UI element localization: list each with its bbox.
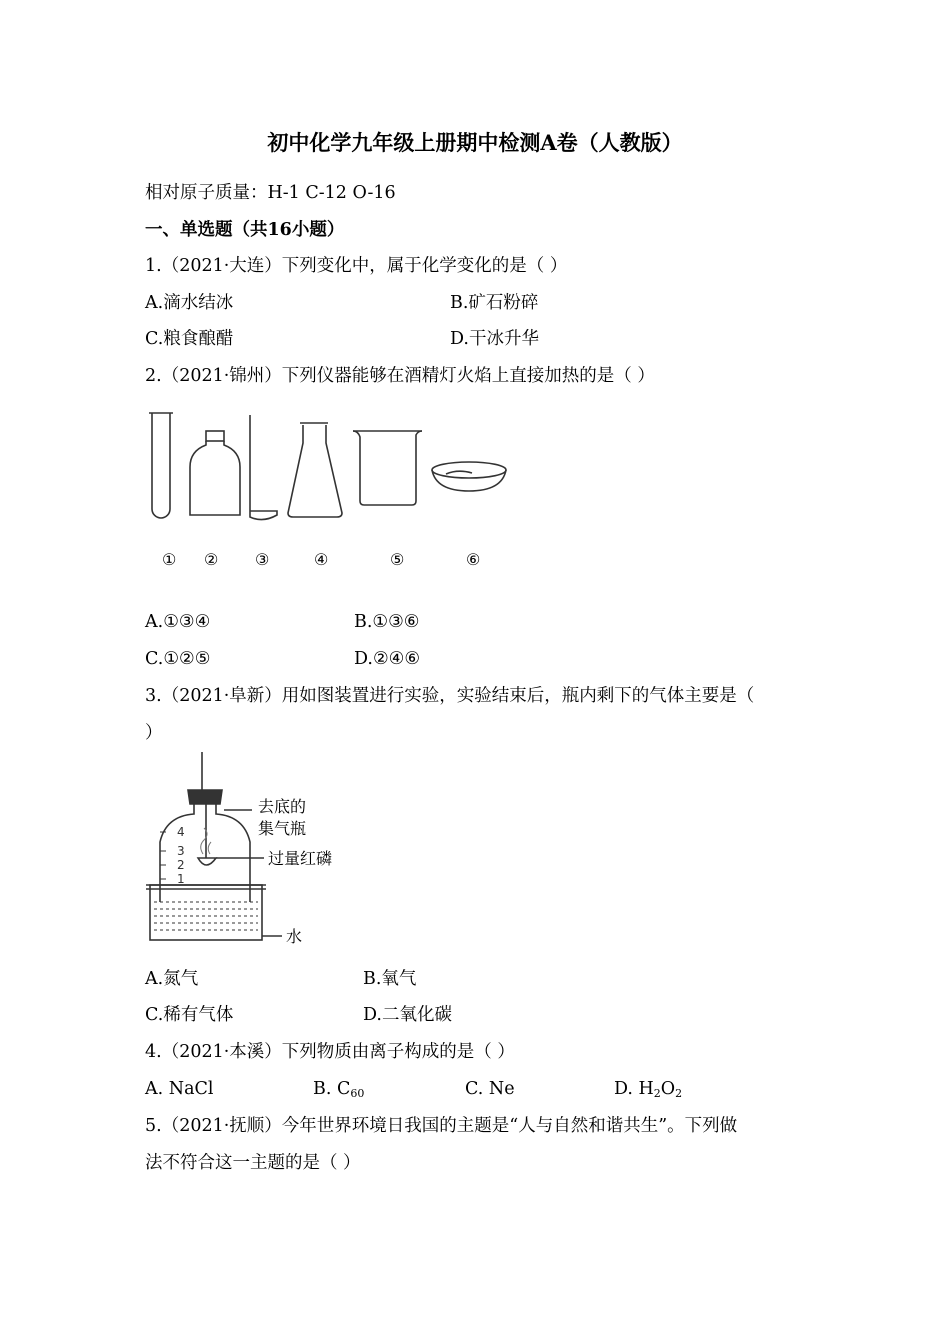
instrument-label-3: ③: [255, 550, 270, 569]
page-title: 初中化学九年级上册期中检测A卷（人教版）: [267, 130, 683, 155]
q4-option-a: A. NaCl: [145, 1079, 214, 1099]
atomic-mass-line: 相对原子质量：H-1 C-12 O-16: [145, 183, 396, 203]
q3-option-b: B.氧气: [363, 969, 417, 989]
label-excess-phosphorus: 过量红磷: [268, 849, 333, 868]
label-bottomless-bottle-2: 集气瓶: [258, 819, 307, 838]
beaker-icon: [353, 431, 422, 505]
instrument-label-4: ④: [314, 550, 329, 569]
question-2-stem: 2.（2021·锦州）下列仪器能够在酒精灯火焰上直接加热的是（ ）: [145, 366, 655, 386]
q3-option-c: C.稀有气体: [145, 1005, 234, 1025]
q3-option-a: A.氮气: [145, 969, 199, 989]
instrument-label-6: ⑥: [466, 550, 481, 569]
q1-option-d: D.干冰升华: [450, 329, 539, 349]
question-3-stem-line1: 3.（2021·阜新）用如图装置进行实验，实验结束后，瓶内剩下的气体主要是（: [145, 686, 755, 706]
section-heading: 一、单选题（共16小题）: [145, 220, 345, 240]
evaporating-dish-icon: [432, 462, 506, 491]
question-1-stem: 1.（2021·大连）下列变化中，属于化学变化的是（ ）: [145, 256, 568, 276]
scale-mark-2: 2: [177, 858, 185, 872]
question-5-stem-line2: 法不符合这一主题的是（ ）: [145, 1153, 361, 1173]
q3-option-d: D.二氧化碳: [363, 1005, 452, 1025]
instrument-label-1: ①: [162, 550, 177, 569]
q2-option-c: C.①②⑤: [145, 649, 211, 669]
question-4-stem: 4.（2021·本溪）下列物质由离子构成的是（ ）: [145, 1042, 515, 1062]
lab-instruments-figure: [140, 405, 540, 530]
reagent-bottle-icon: [190, 431, 240, 515]
scale-mark-4: 4: [177, 825, 185, 839]
scale-mark-1: 1: [177, 872, 185, 886]
q2-option-a: A.①③④: [145, 612, 211, 632]
question-3-stem-line2: ）: [145, 723, 163, 743]
combustion-spoon-icon: [250, 415, 277, 520]
conical-flask-icon: [288, 423, 342, 517]
test-tube-icon: [149, 413, 173, 518]
q4-option-d: D. $H_2O_2$: [614, 1079, 683, 1100]
question-5-stem-line1: 5.（2021·抚顺）今年世界环境日我国的主题是“人与自然和谐共生”。下列做: [145, 1116, 738, 1136]
q4-option-c: C. Ne: [465, 1079, 515, 1099]
q1-option-b: B.矿石粉碎: [450, 293, 539, 313]
q2-option-d: D.②④⑥: [354, 649, 421, 669]
phosphorus-experiment-figure: [140, 752, 360, 952]
label-water: 水: [286, 927, 303, 946]
instrument-label-2: ②: [204, 550, 219, 569]
instrument-label-5: ⑤: [390, 550, 405, 569]
scale-mark-3: 3: [177, 844, 185, 858]
q1-option-a: A.滴水结冰: [145, 293, 234, 313]
q4-option-b: B. $C_{60}$: [313, 1079, 365, 1100]
label-bottomless-bottle-1: 去底的: [258, 797, 307, 816]
q2-option-b: B.①③⑥: [354, 612, 420, 632]
q1-option-c: C.粮食酿醋: [145, 329, 234, 349]
